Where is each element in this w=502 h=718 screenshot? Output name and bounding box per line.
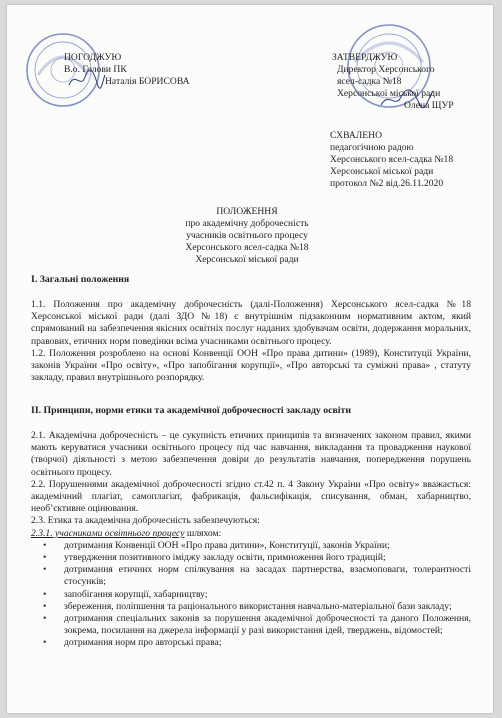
- agreed-name: Наталія БОРИСОВА: [105, 76, 190, 87]
- document-page: [7, 5, 493, 713]
- approved-title: ЗАТВЕРДЖУЮ: [332, 52, 398, 63]
- section2-sub-tail: шляхом:: [184, 527, 222, 539]
- endorsed-line4: протокол №2 від.26.11.2020: [330, 178, 444, 189]
- list-item: • збереження, поліпшення та раціонального використання навчально-матеріальної бази закладу;: [43, 600, 452, 612]
- section2-bullet-list: [31, 540, 471, 650]
- doc-title-2: про академічну доброчесність: [185, 218, 309, 229]
- list-item: • дотримання спеціальних законів за порушення академічної доброчесності та даного Положення, зокрема, посилання на джерела інформації у разі використання ідей, тверджень, відомостей;: [43, 613, 471, 637]
- agreed-position: В.о. Голови ПК: [64, 64, 127, 75]
- section1-heading: I. Загальні положення: [31, 274, 130, 285]
- doc-title-3: учасників освітнього процесу: [186, 230, 308, 241]
- section1-p1: 1.1. Положення про академічну доброчесність (далі-Положення) Херсонського ясел-садка №18 Херсонської міської ради (далі ЗДО №18) є внутрішнім підзаконним нормативним актом, який спрямований на забезпечення якісних освітніх послуг наданих здобувачам освіти, додержання моральних, правових, етичних норм поведінки всіма учасниками освітнього процесу.: [31, 299, 471, 347]
- endorsed-line3: Херсонської міської ради: [330, 166, 434, 177]
- section2-body: [31, 430, 471, 650]
- agreed-title: ПОГОДЖУЮ: [64, 52, 122, 63]
- doc-title-5: Херсонської міської ради: [195, 254, 299, 265]
- endorsed-line1: педагогічною радою: [330, 142, 414, 153]
- doc-title-4: Херсонського ясел-садка №18: [185, 242, 309, 253]
- section2-sub-label: 2.3.1. учасниками освітнього процесу: [31, 527, 185, 539]
- doc-title-1: ПОЛОЖЕННЯ: [216, 206, 278, 217]
- approved-line2: ясел-садка №18: [337, 76, 402, 87]
- approved-name: Олена ЩУР: [404, 100, 454, 111]
- list-item: • утвердження позитивного іміджу закладу освіти, примноження його традицій;: [43, 552, 386, 564]
- section2-p1: 2.1. Академічна доброчесність – це сукупність етичних принципів та визначених законом правил, якими мають керуватися учасники освітнього процесу під час навчання, викладання та провадження наукової (творчої) діяльності з метою забезпечення довіри до результатів навчання, попередження порушень освітнього процесу.: [31, 430, 471, 478]
- section1-body: [31, 299, 471, 384]
- approved-line3: Херсонської міської ради: [337, 88, 441, 99]
- endorsed-line2: Херсонського ясел-садка №18: [330, 154, 454, 165]
- section1-p2: 1.2. Положення розроблено на основі Конвенції ООН «Про права дитини» (1989), Конституції України, законів України «Про освіту», «Про запобігання корупції», «Про авторські та суміжні права» , статуту закладу, правил внутрішнього розпорядку.: [31, 347, 471, 384]
- list-item: • дотримання норм про авторські права;: [43, 637, 222, 649]
- list-item: • дотримання Конвенції ООН «Про права дитини», Конституції, законів України;: [43, 539, 390, 551]
- list-item: • запобігання корупції, хабарництву;: [43, 588, 208, 600]
- approved-line1: Директор Херсонського: [337, 64, 435, 75]
- section2-heading: II. Принципи, норми етики та академічної доброчесності закладу освіти: [31, 405, 351, 416]
- section2-p3: 2.3. Етика та академічна доброчесність забезпечуються:: [31, 515, 260, 527]
- section2-p2: 2.2. Порушеннями академічної доброчесності згідно ст.42 п. 4 Закону України «Про освіту» вважається: академічний плагіат, самоплагіат, фабрикація, фальсифікація, списування, обман, хабарництво, необ’єктивне оцінювання.: [31, 478, 471, 515]
- endorsed-title: СХВАЛЕНО: [330, 130, 383, 141]
- section2-sub: [31, 528, 471, 540]
- list-item: • дотримання етичних норм спілкування на засадах партнерства, взаємоповаги, толерантності стосунків;: [43, 564, 471, 588]
